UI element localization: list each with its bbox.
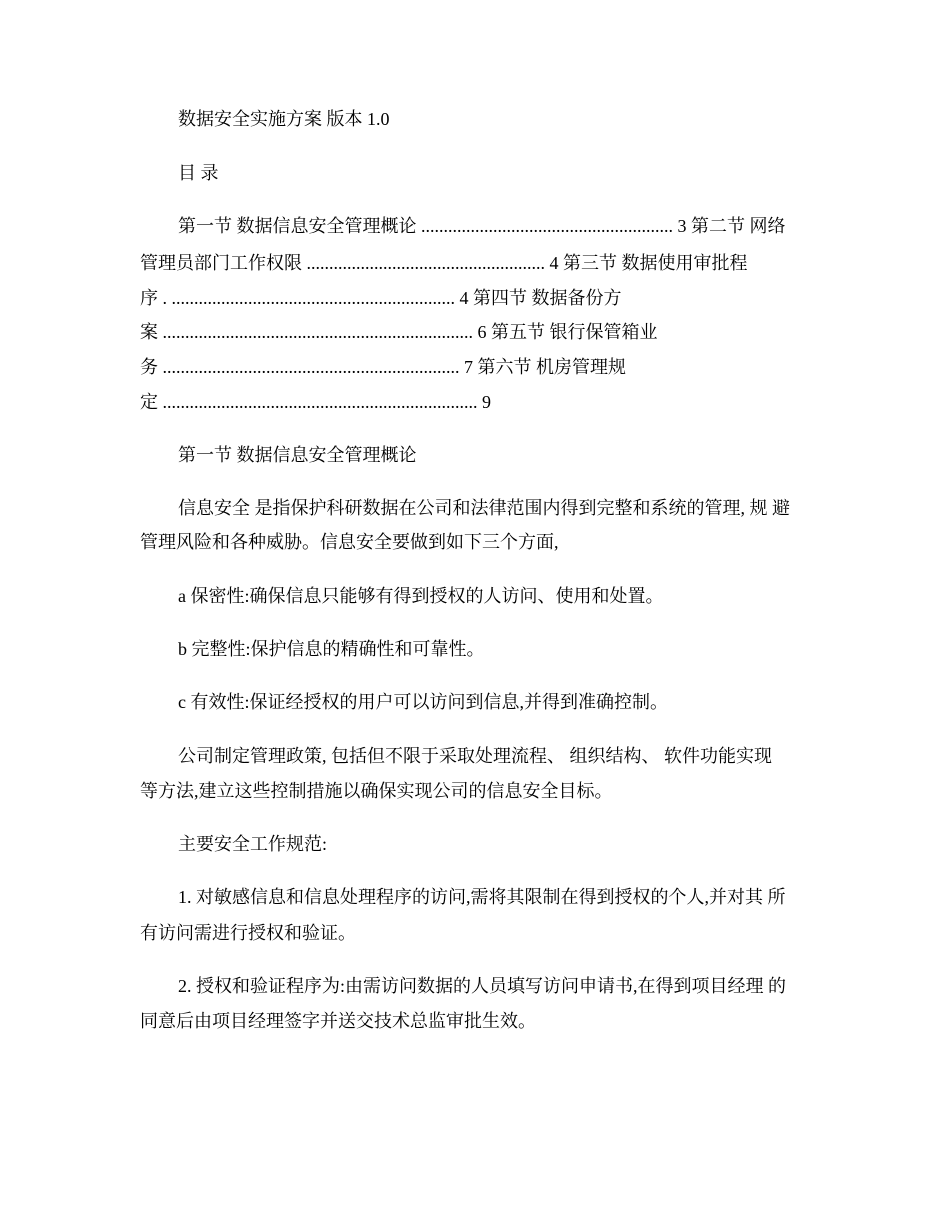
paragraph-line: 等方法,建立这些控制措施以确保实现公司的信息安全目标。 [140, 781, 613, 801]
toc-line: 务 .................................................................. 7 第六节 机房管理规 [140, 357, 626, 377]
paragraph-line: 公司制定管理政策, 包括但不限于采取处理流程、 组织结构、 软件功能实现 [178, 746, 772, 766]
toc-line: 定 ...................................................................... 9 [140, 392, 491, 412]
paragraph-line: 信息安全 是指保护科研数据在公司和法律范围内得到完整和系统的管理, 规 避 [178, 498, 790, 518]
toc-line: 序 . ............................................................... 4 第四节 数据备份方 [140, 288, 622, 308]
section-heading: 第一节 数据信息安全管理概论 [178, 445, 417, 465]
list-item: a 保密性:确保信息只能够有得到授权的人访问、使用和处置。 [178, 586, 664, 606]
paragraph-line: 管理风险和各种威胁。信息安全要做到如下三个方面, [140, 532, 559, 552]
toc-line: 案 ..................................................................... 6 第五节 银行保管箱业 [140, 322, 658, 342]
document-title: 数据安全实施方案 版本 1.0 [178, 109, 390, 129]
list-item: c 有效性:保证经授权的用户可以访问到信息,并得到准确控制。 [178, 692, 668, 712]
toc-line: 管理员部门工作权限 ..................................................... 4 第三节 数据使用审批程 [140, 253, 748, 273]
toc-line: 第一节 数据信息安全管理概论 ........................................................ 3 第二节 网络 [178, 216, 786, 236]
toc-heading: 目 录 [178, 163, 219, 183]
paragraph-line: 同意后由项目经理签字并送交技术总监审批生效。 [140, 1011, 536, 1031]
list-item: b 完整性:保护信息的精确性和可靠性。 [178, 639, 485, 659]
paragraph-line: 2. 授权和验证程序为:由需访问数据的人员填写访问申请书,在得到项目经理 的 [178, 976, 786, 996]
rules-heading: 主要安全工作规范: [178, 834, 328, 854]
paragraph-line: 1. 对敏感信息和信息处理程序的访问,需将其限制在得到授权的个人,并对其 所 [178, 887, 786, 907]
paragraph-line: 有访问需进行授权和验证。 [140, 923, 356, 943]
